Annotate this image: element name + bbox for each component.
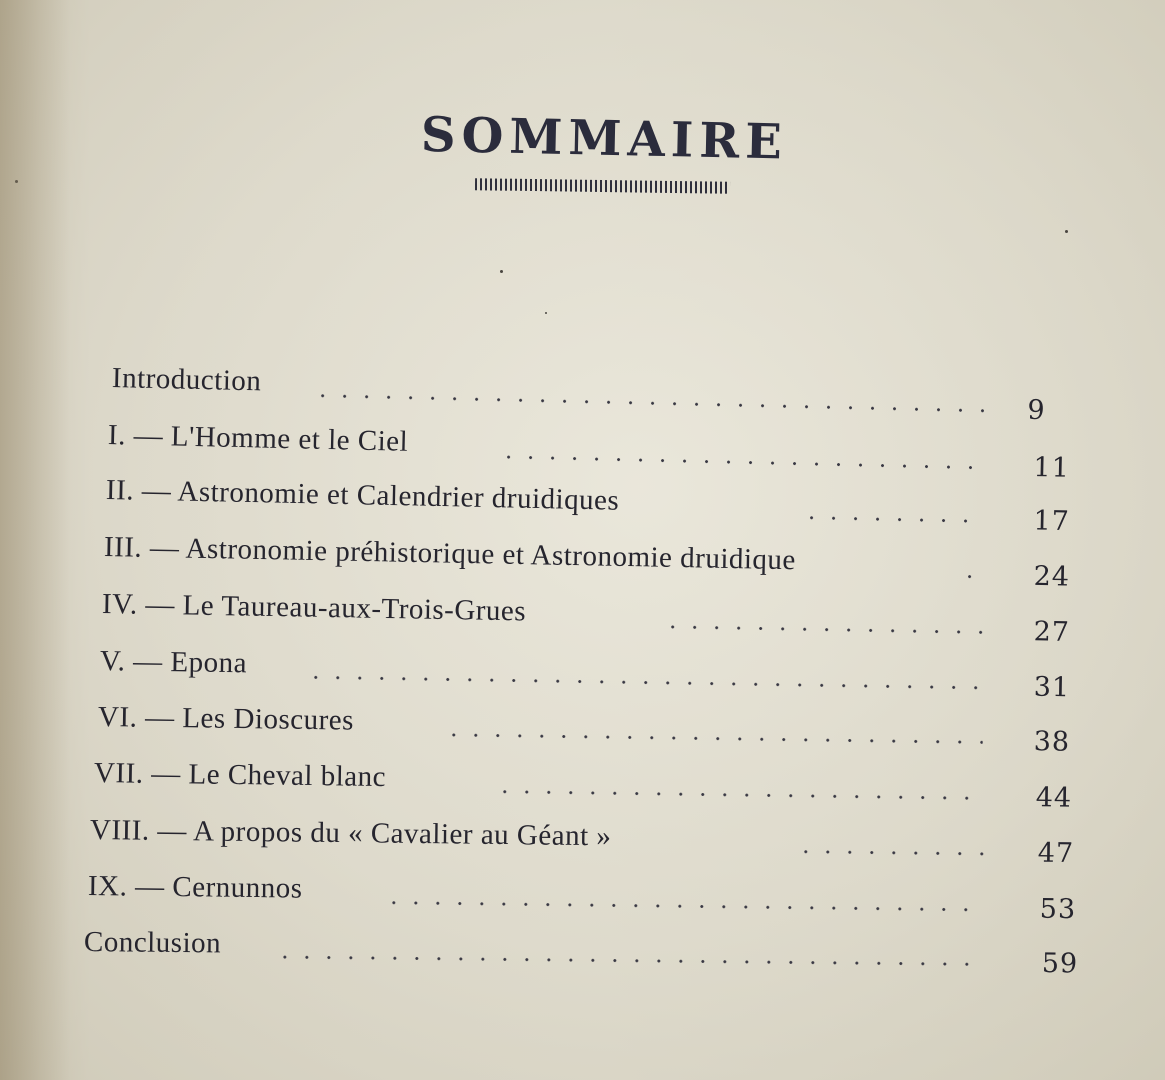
toc-entry-chapter-1 bbox=[107, 415, 1071, 484]
toc-entry-page: 27 bbox=[1033, 616, 1071, 648]
toc-entry-chapter-4 bbox=[101, 584, 1071, 648]
toc-entry-chapter-9 bbox=[87, 866, 1077, 926]
dot-leader bbox=[443, 732, 983, 746]
dot-leader bbox=[959, 573, 987, 580]
page-title: SOMMAIRE bbox=[420, 106, 789, 171]
toc-entry-page: 47 bbox=[1037, 837, 1075, 870]
toc-entry-introduction bbox=[111, 358, 1073, 427]
paper-speck bbox=[1065, 230, 1068, 233]
paper-speck bbox=[545, 312, 547, 314]
toc-entry-chapter-6 bbox=[97, 697, 1071, 758]
dot-leader bbox=[494, 789, 984, 802]
toc-entry-page: 17 bbox=[1033, 505, 1071, 538]
toc-entry-label: VII. — Le Cheval blanc bbox=[93, 757, 387, 794]
dot-leader bbox=[801, 515, 986, 525]
toc-entry-chapter-5 bbox=[99, 641, 1071, 704]
toc-entry-page: 53 bbox=[1039, 893, 1077, 926]
toc-entry-page: 31 bbox=[1033, 671, 1071, 704]
toc-entry-page: 59 bbox=[1041, 948, 1079, 980]
toc-entry-label: Conclusion bbox=[83, 926, 222, 960]
toc-entry-label: IV. — Le Taureau-aux-Trois-Grues bbox=[101, 588, 527, 628]
toc-entry-label: I. — L'Homme et le Ciel bbox=[107, 419, 409, 458]
toc-entry-chapter-2 bbox=[105, 470, 1071, 538]
dot-leader bbox=[305, 674, 985, 691]
toc-entry-label: VI. — Les Dioscures bbox=[97, 701, 355, 737]
dot-leader bbox=[795, 849, 985, 857]
toc-entry-page: 24 bbox=[1033, 560, 1071, 593]
toc-entry-page: 38 bbox=[1033, 726, 1071, 758]
toc-entry-page: 11 bbox=[1033, 452, 1071, 484]
dot-leader bbox=[274, 954, 984, 967]
toc-entry-chapter-7 bbox=[93, 753, 1073, 814]
paper-speck bbox=[500, 270, 503, 273]
toc-entry-label: VIII. — A propos du « Cavalier au Géant » bbox=[89, 814, 612, 853]
dot-leader bbox=[383, 900, 983, 913]
toc-entry-page: 9 bbox=[1027, 394, 1047, 427]
dot-leader bbox=[498, 454, 988, 471]
toc-entry-label: V. — Epona bbox=[99, 645, 248, 680]
toc-entry-conclusion bbox=[83, 922, 1079, 980]
dot-leader bbox=[312, 393, 992, 414]
toc-entry-label: IX. — Cernunnos bbox=[87, 870, 303, 905]
dot-leader bbox=[662, 624, 984, 636]
toc-entry-label: Introduction bbox=[111, 362, 262, 398]
toc-entry-page: 44 bbox=[1035, 782, 1073, 814]
paper-speck bbox=[15, 180, 18, 183]
toc-entry-label: III. — Astronomie préhistorique et Astronomie druidique bbox=[103, 531, 797, 577]
toc-entry-label: II. — Astronomie et Calendrier druidiques bbox=[105, 474, 620, 517]
toc-entry-chapter-3 bbox=[103, 527, 1071, 593]
toc-entry-chapter-8 bbox=[89, 810, 1075, 870]
